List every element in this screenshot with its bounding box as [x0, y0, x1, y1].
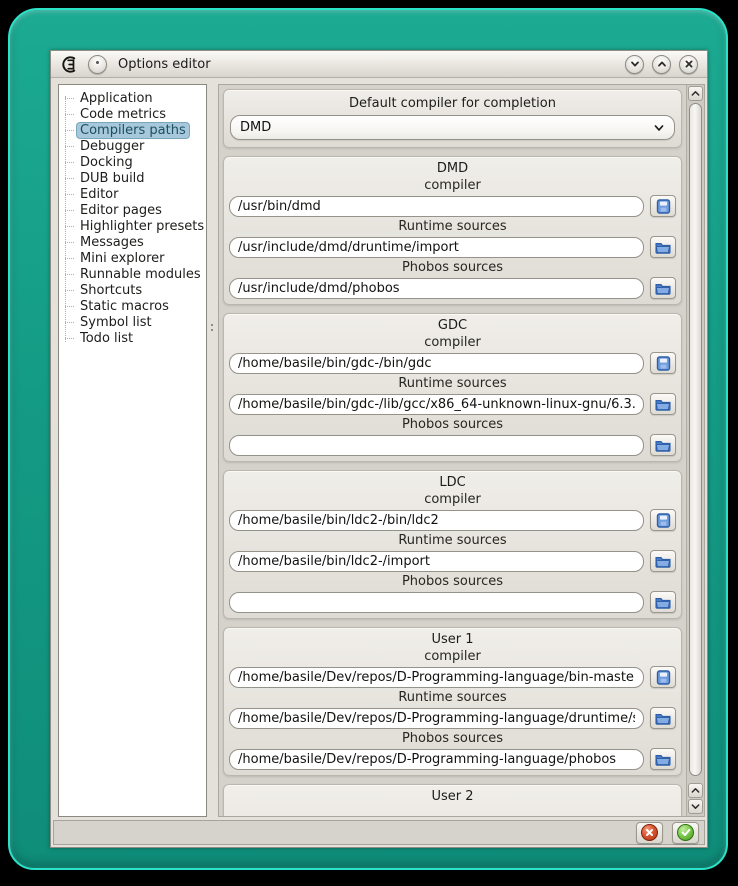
dmd-runtime-sources-input[interactable] [229, 237, 644, 258]
user1-compiler-path-input[interactable] [229, 667, 644, 688]
browse-file-button[interactable] [650, 666, 676, 688]
cancel-x-icon [641, 824, 658, 841]
sidebar-item-docking[interactable]: Docking [62, 154, 204, 170]
tree-branch-line [65, 114, 74, 115]
window-menu-dot-icon [96, 61, 99, 64]
field-label: Runtime sources [398, 219, 507, 234]
window-frame [8, 8, 728, 870]
field-label: compiler [424, 649, 481, 664]
sidebar-item-symbol-list[interactable]: Symbol list [62, 314, 204, 330]
tree-branch-line [65, 178, 74, 179]
titlebar[interactable] [51, 51, 707, 78]
group-user-1 [223, 627, 682, 776]
cancel-button[interactable] [636, 822, 663, 844]
scrollbar-thumb[interactable] [689, 103, 702, 776]
tree-branch-line [65, 194, 74, 195]
categories-sidebar [58, 84, 207, 817]
ldc-phobos-sources-input[interactable] [229, 592, 644, 613]
chevron-down-icon [691, 803, 700, 810]
folder-icon [655, 753, 671, 766]
gdc-runtime-sources-input[interactable] [229, 394, 644, 415]
vertical-scrollbar[interactable] [686, 85, 704, 816]
tree-branch-line [65, 162, 74, 163]
group-title: GDC [437, 318, 468, 333]
browse-folder-button[interactable] [650, 277, 676, 299]
browse-folder-button[interactable] [650, 707, 676, 729]
sidebar-item-shortcuts[interactable]: Shortcuts [62, 282, 204, 298]
sidebar-item-highlighter-presets[interactable]: Highlighter presets [62, 218, 204, 234]
dmd-compiler-path-input[interactable] [229, 196, 644, 217]
splitter-grip [211, 324, 213, 326]
sidebar-item-editor[interactable]: Editor [62, 186, 204, 202]
coedit-logo-icon [60, 55, 79, 74]
accept-button[interactable] [672, 822, 699, 844]
compilers-groups-scrollview [219, 85, 686, 816]
field-label: compiler [424, 178, 481, 193]
compilers-paths-panel [218, 84, 705, 817]
combobox-value: DMD [240, 120, 272, 135]
field-label: Runtime sources [398, 533, 507, 548]
sidebar-item-todo-list[interactable]: Todo list [62, 330, 204, 346]
scroll-up-button-bottom[interactable] [688, 783, 703, 798]
group-default-compiler [223, 89, 682, 148]
tree-branch-line [65, 258, 74, 259]
tree-branch-line [65, 322, 74, 323]
chevron-up-icon [691, 787, 700, 794]
folder-icon [655, 241, 671, 254]
user1-phobos-sources-input[interactable] [229, 749, 644, 770]
sidebar-item-runnable-modules[interactable]: Runnable modules [62, 266, 204, 282]
scroll-up-button[interactable] [688, 86, 703, 101]
folder-icon [655, 596, 671, 609]
sidebar-item-application[interactable]: Application [62, 90, 204, 106]
folder-icon [655, 712, 671, 725]
group-user-2 [223, 784, 682, 816]
gdc-compiler-path-input[interactable] [229, 353, 644, 374]
window-title: Options editor [118, 56, 211, 72]
tree-branch-line [65, 98, 74, 99]
field-label: Runtime sources [398, 376, 507, 391]
options-editor-window [50, 50, 708, 848]
ldc-compiler-path-input[interactable] [229, 510, 644, 531]
tree-branch-line [65, 338, 74, 339]
browse-file-button[interactable] [650, 352, 676, 374]
tree-branch-line [65, 242, 74, 243]
field-label: compiler [424, 492, 481, 507]
tree-branch-line [65, 146, 74, 147]
field-label: Phobos sources [401, 574, 504, 589]
user1-runtime-sources-input[interactable] [229, 708, 644, 729]
browse-folder-button[interactable] [650, 550, 676, 572]
sidebar-item-dub-build[interactable]: DUB build [62, 170, 204, 186]
group-title: LDC [439, 475, 466, 490]
field-label: compiler [424, 335, 481, 350]
roll-up-button[interactable] [652, 55, 671, 74]
close-button[interactable] [679, 55, 698, 74]
chevron-down-icon [653, 123, 665, 133]
file-icon [656, 356, 671, 371]
browse-folder-button[interactable] [650, 236, 676, 258]
window-menu-button[interactable] [88, 55, 107, 74]
accept-check-icon [677, 824, 694, 841]
field-label: Phobos sources [401, 260, 504, 275]
tree-branch-line [65, 210, 74, 211]
browse-file-button[interactable] [650, 195, 676, 217]
ldc-runtime-sources-input[interactable] [229, 551, 644, 572]
browse-folder-button[interactable] [650, 434, 676, 456]
folder-icon [655, 282, 671, 295]
tree-branch-line [65, 290, 74, 291]
folder-icon [655, 555, 671, 568]
folder-icon [655, 398, 671, 411]
browse-folder-button[interactable] [650, 393, 676, 415]
field-label: Phobos sources [401, 731, 504, 746]
sidebar-item-editor-pages[interactable]: Editor pages [62, 202, 204, 218]
sidebar-item-debugger[interactable]: Debugger [62, 138, 204, 154]
tree-branch-line [65, 274, 74, 275]
group-title: User 1 [431, 632, 474, 647]
chevron-up-icon [691, 90, 700, 97]
group-gdc [223, 313, 682, 462]
file-icon [656, 670, 671, 685]
sidebar-item-static-macros[interactable]: Static macros [62, 298, 204, 314]
group-title: User 2 [431, 789, 474, 804]
browse-file-button[interactable] [650, 509, 676, 531]
gdc-phobos-sources-input[interactable] [229, 435, 644, 456]
statusbar [53, 820, 705, 845]
file-icon [656, 513, 671, 528]
browse-folder-button[interactable] [650, 591, 676, 613]
dmd-phobos-sources-input[interactable] [229, 278, 644, 299]
sidebar-item-messages[interactable]: Messages [62, 234, 204, 250]
tree-branch-line [65, 306, 74, 307]
group-ldc [223, 470, 682, 619]
sidebar-splitter[interactable] [207, 84, 218, 817]
chevron-down-icon [630, 59, 640, 69]
tree-branch-line [65, 226, 74, 227]
file-icon [656, 199, 671, 214]
group-title: Default compiler for completion [349, 96, 556, 111]
close-icon [684, 59, 694, 69]
group-dmd [223, 156, 682, 305]
chevron-up-icon [657, 59, 667, 69]
group-title: DMD [436, 161, 469, 176]
browse-folder-button[interactable] [650, 748, 676, 770]
default-compiler-combobox[interactable] [230, 115, 675, 140]
categories-tree [62, 90, 204, 346]
field-label: Runtime sources [398, 690, 507, 705]
tree-branch-line [65, 130, 74, 131]
sidebar-item-compilers-paths[interactable]: Compilers paths [62, 122, 204, 138]
sidebar-item-code-metrics[interactable]: Code metrics [62, 106, 204, 122]
scroll-down-button[interactable] [688, 799, 703, 814]
content-area [51, 79, 707, 819]
folder-icon [655, 439, 671, 452]
field-label: Phobos sources [401, 417, 504, 432]
sidebar-item-mini-explorer[interactable]: Mini explorer [62, 250, 204, 266]
roll-down-button[interactable] [625, 55, 644, 74]
